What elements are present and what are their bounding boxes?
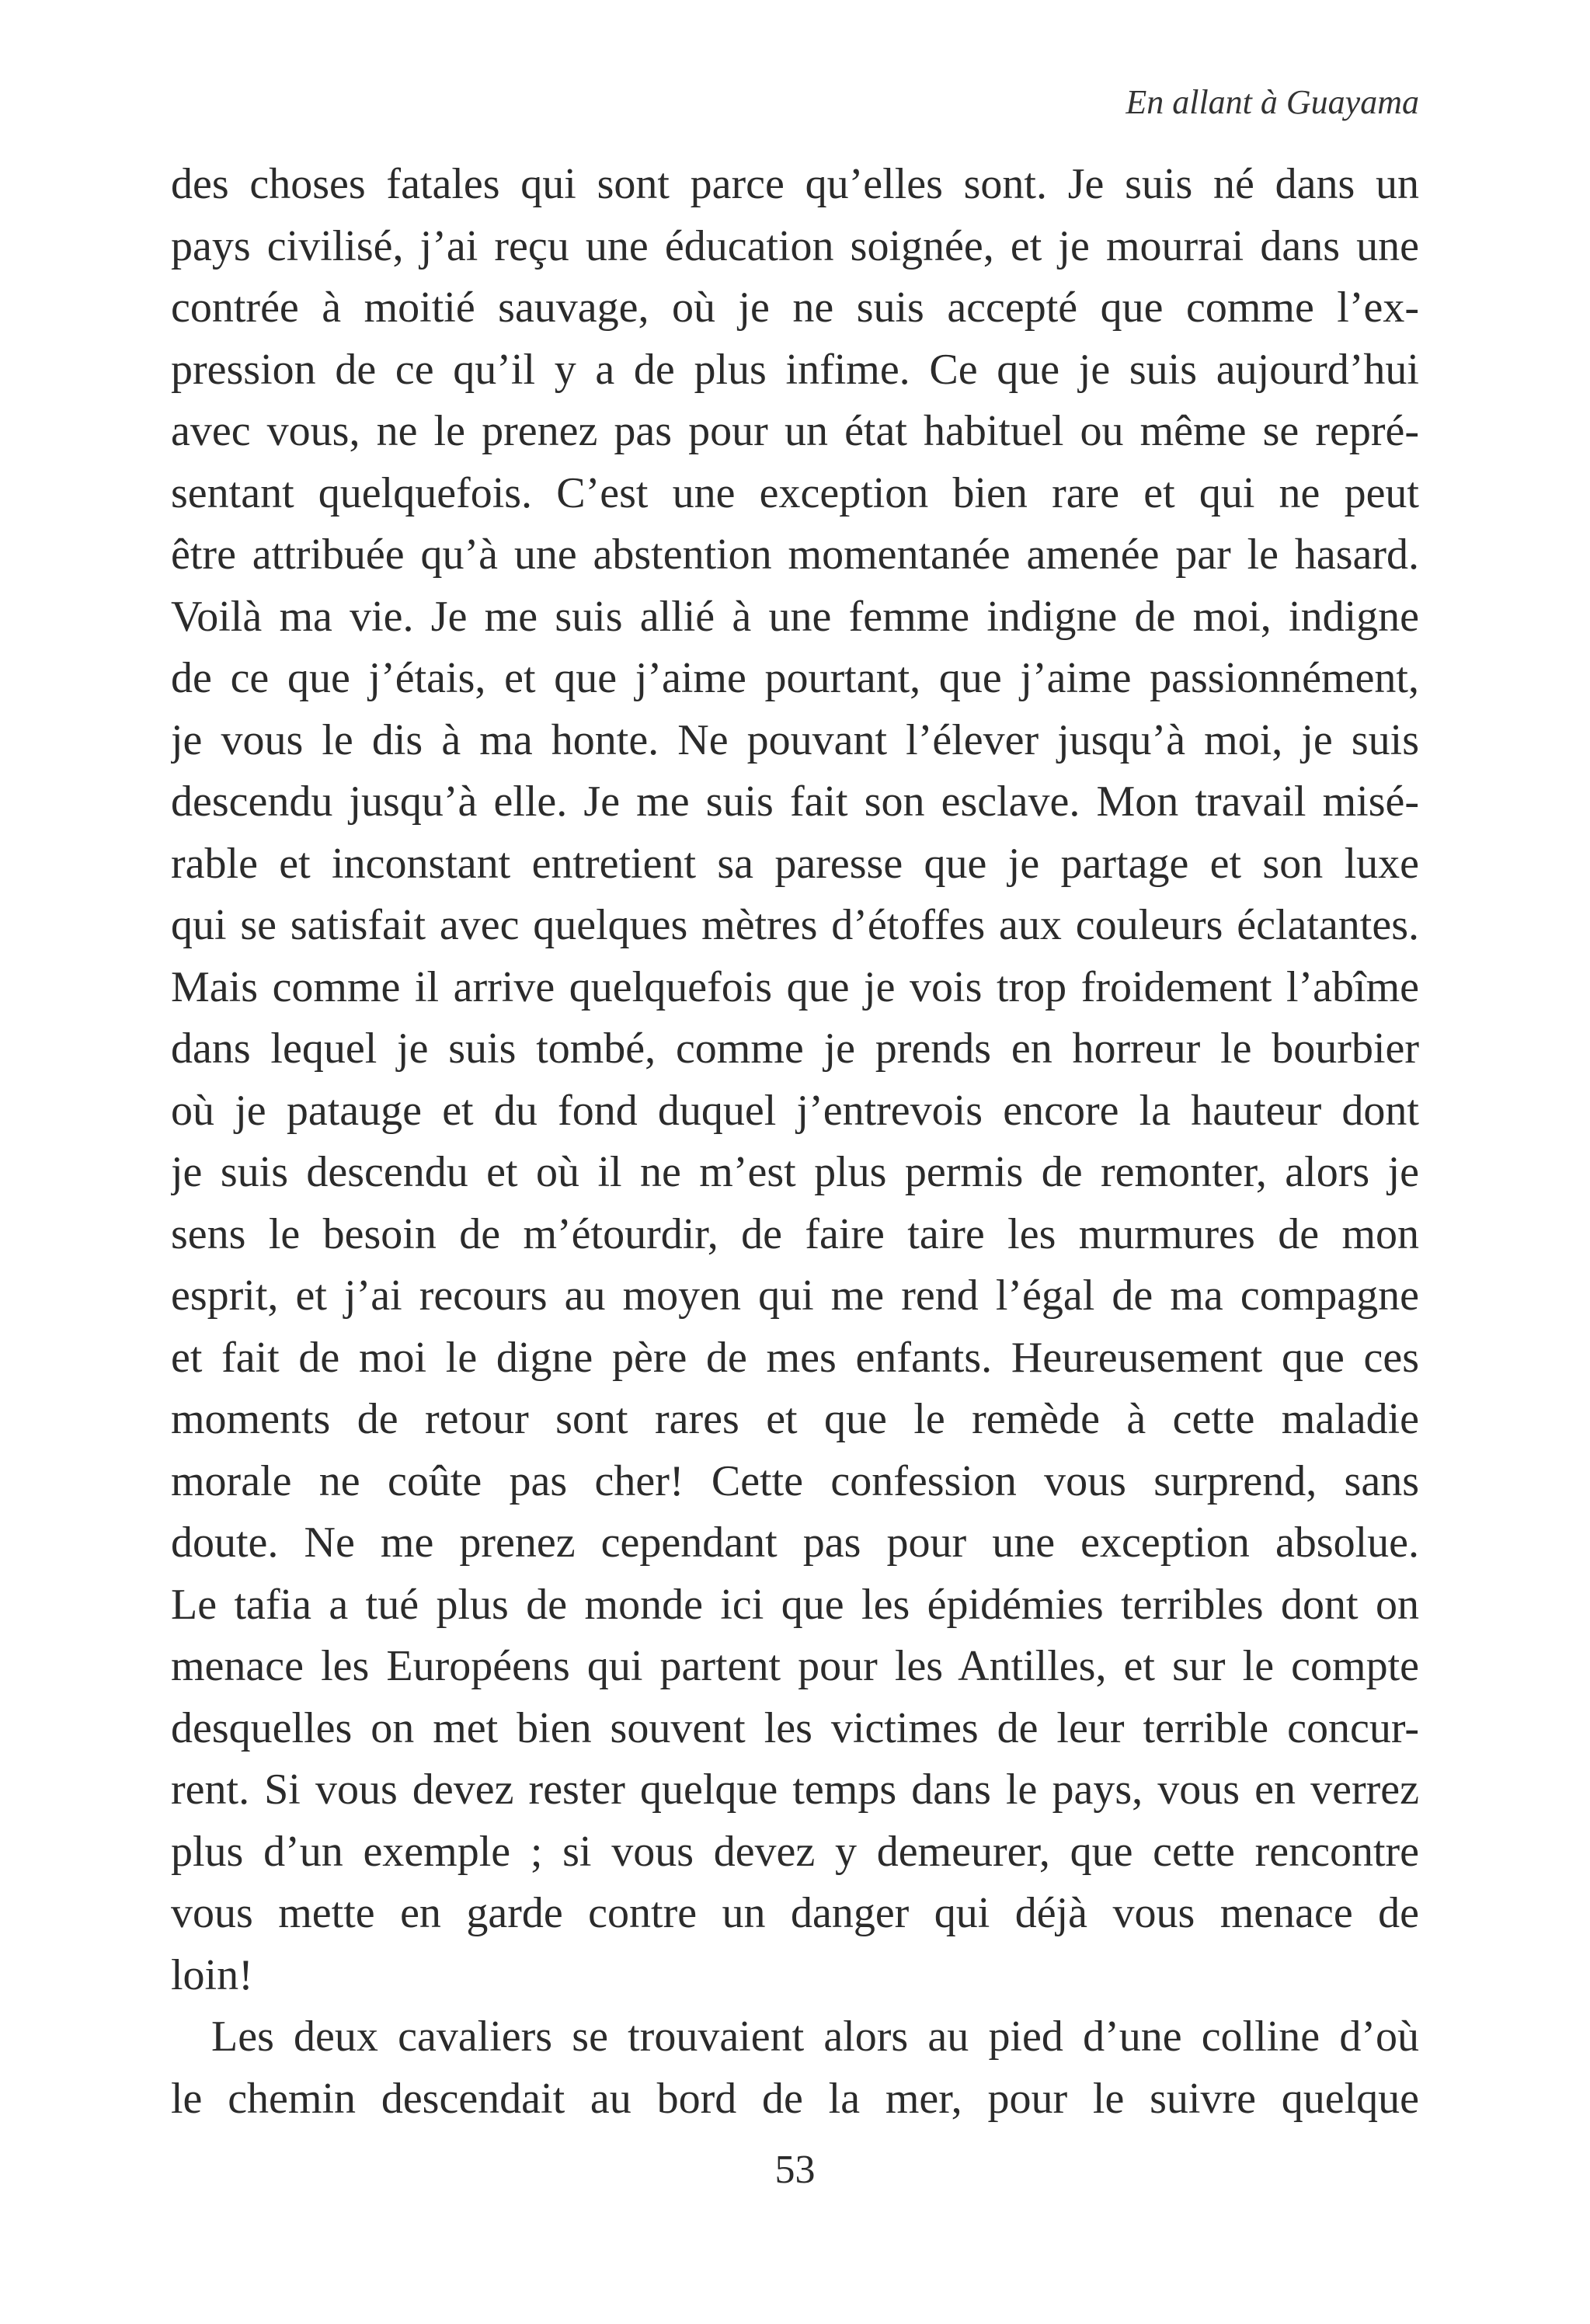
text-line: moments de retour sont rares et que le remède à cette maladie [171, 1395, 1419, 1443]
text-line: desquelles on met bien souvent les victimes de leur terrible concur- [171, 1703, 1419, 1752]
paragraph-1 [171, 154, 1419, 2006]
text-line: je suis descendu et où il ne m’est plus permis de remonter, alors je [171, 1148, 1419, 1196]
text-line: où je patauge et du fond duquel j’entrevois encore la hauteur dont [171, 1086, 1419, 1135]
text-line: vous mette en garde contre un danger qui déjà vous menace de [171, 1889, 1419, 1937]
text-line: qui se satisfait avec quelques mètres d’étoffes aux couleurs éclatantes. [171, 901, 1419, 949]
text-line: descendu jusqu’à elle. Je me suis fait son esclave. Mon travail misé- [171, 778, 1419, 826]
text-line: Mais comme il arrive quelquefois que je vois trop froidement l’abîme [171, 962, 1419, 1011]
text-line: Le tafia a tué plus de monde ici que les épidémies terribles dont on [171, 1580, 1419, 1629]
text-line: rable et inconstant entretient sa paresse que je partage et son luxe [171, 839, 1419, 888]
text-line: de ce que j’étais, et que j’aime pourtant, que j’aime passionnément, [171, 654, 1419, 702]
text-line: des choses fatales qui sont parce qu’elles sont. Je suis né dans un [171, 160, 1419, 208]
text-line: avec vous, ne le prenez pas pour un état habituel ou même se repré- [171, 407, 1419, 455]
text-line: menace les Européens qui partent pour les Antilles, et sur le compte [171, 1642, 1419, 1690]
running-head: En allant à Guayama [1126, 83, 1419, 121]
text-line: pression de ce qu’il y a de plus infime. Ce que je suis aujourd’hui [171, 345, 1419, 394]
text-line: Voilà ma vie. Je me suis allié à une femme indigne de moi, indigne [171, 592, 1419, 641]
text-line: esprit, et j’ai recours au moyen qui me rend l’égal de ma compagne [171, 1272, 1419, 1320]
text-line: le chemin descendait au bord de la mer, pour le suivre quelque [171, 2074, 1419, 2123]
text-line: doute. Ne me prenez cependant pas pour une exception absolue. [171, 1519, 1419, 1567]
text-line: dans lequel je suis tombé, comme je prends en horreur le bourbier [171, 1025, 1419, 1073]
text-line: rent. Si vous devez rester quelque temps dans le pays, vous en verrez [171, 1766, 1419, 1814]
text-line: pays civilisé, j’ai reçu une éducation soignée, et je mourrai dans une [171, 221, 1419, 270]
text-line: contrée à moitié sauvage, où je ne suis accepté que comme l’ex- [171, 284, 1419, 332]
text-line: être attribuée qu’à une abstention momentanée amenée par le hasard. [171, 531, 1419, 579]
paragraph-2 [171, 2006, 1419, 2130]
text-line: sens le besoin de m’étourdir, de faire taire les murmures de mon [171, 1209, 1419, 1258]
body-text [171, 154, 1419, 2130]
text-line: et fait de moi le digne père de mes enfants. Heureusement que ces [171, 1333, 1419, 1382]
text-line: morale ne coûte pas cher! Cette confession vous surprend, sans [171, 1456, 1419, 1505]
page-number: 53 [774, 2148, 816, 2192]
text-line: plus d’un exemple ; si vous devez y demeurer, que cette rencontre [171, 1827, 1419, 1876]
text-line: Les deux cavaliers se trouvaient alors au pied d’une colline d’où [211, 2013, 1419, 2061]
text-line: je vous le dis à ma honte. Ne pouvant l’élever jusqu’à moi, je suis [171, 715, 1419, 764]
text-line: sentant quelquefois. C’est une exception bien rare et qui ne peut [171, 468, 1419, 517]
text-line: loin! [171, 1950, 253, 1999]
